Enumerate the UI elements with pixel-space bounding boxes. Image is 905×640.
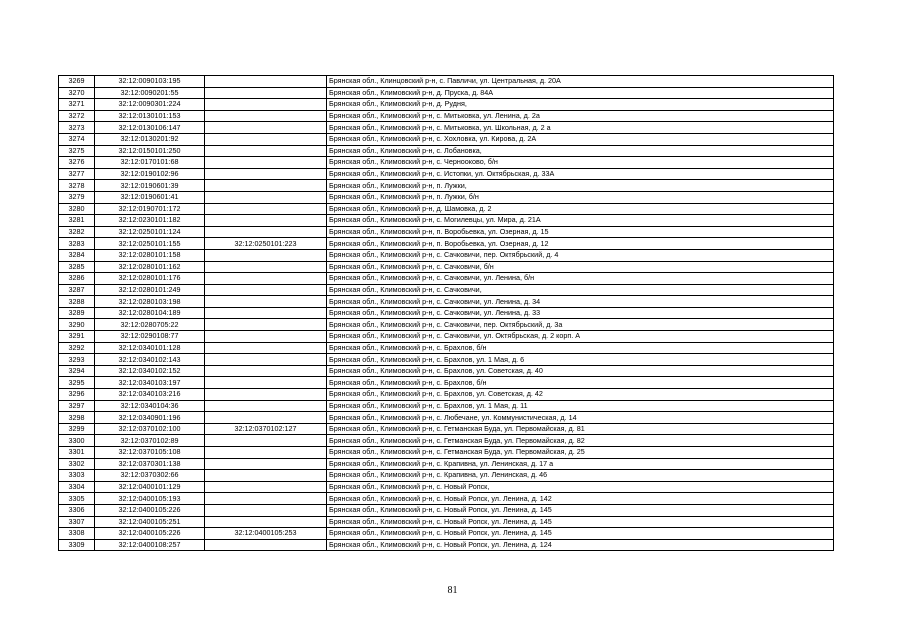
cadastral-number-cell: 32:12:0130106:147 [95, 122, 205, 134]
page-number: 81 [447, 585, 458, 596]
registry-table-body [59, 76, 834, 551]
address-cell: Брянская обл., Климовский р-н, с. Митьковка, ул. Школьная, д. 2 а [327, 122, 834, 134]
row-number-cell: 3282 [59, 226, 95, 238]
previous-cadastral-number-cell [205, 470, 327, 482]
cadastral-number-cell: 32:12:0230101:182 [95, 215, 205, 227]
address-cell: Брянская обл., Климовский р-н, с. Сачковичи, ул. Ленина, б/н [327, 273, 834, 285]
address-cell: Брянская обл., Климовский р-н, с. Гетманская Буда, ул. Первомайская, д. 82 [327, 435, 834, 447]
previous-cadastral-number-cell [205, 133, 327, 145]
cadastral-number-cell: 32:12:0190601:41 [95, 191, 205, 203]
previous-cadastral-number-cell [205, 226, 327, 238]
previous-cadastral-number-cell [205, 377, 327, 389]
table-row [59, 203, 834, 215]
address-cell: Брянская обл., Климовский р-н, с. Новый Ропск, ул. Ленина, д. 145 [327, 516, 834, 528]
table-row [59, 215, 834, 227]
cadastral-number-cell: 32:12:0150101:250 [95, 145, 205, 157]
row-number-cell: 3300 [59, 435, 95, 447]
cadastral-number-cell: 32:12:0340102:143 [95, 354, 205, 366]
row-number-cell: 3285 [59, 261, 95, 273]
previous-cadastral-number-cell [205, 99, 327, 111]
table-row [59, 423, 834, 435]
row-number-cell: 3280 [59, 203, 95, 215]
cadastral-number-cell: 32:12:0340103:197 [95, 377, 205, 389]
address-cell: Брянская обл., Климовский р-н, д. Рудня, [327, 99, 834, 111]
table-row [59, 365, 834, 377]
cadastral-number-cell: 32:12:0370102:89 [95, 435, 205, 447]
table-row [59, 389, 834, 401]
address-cell: Брянская обл., Климовский р-н, с. Брахлов, ул. 1 Мая, д. 11 [327, 400, 834, 412]
previous-cadastral-number-cell [205, 504, 327, 516]
cadastral-number-cell: 32:12:0280101:249 [95, 284, 205, 296]
table-row [59, 168, 834, 180]
previous-cadastral-number-cell [205, 354, 327, 366]
previous-cadastral-number-cell [205, 365, 327, 377]
cadastral-number-cell: 32:12:0090201:55 [95, 87, 205, 99]
table-row [59, 447, 834, 459]
previous-cadastral-number-cell [205, 319, 327, 331]
address-cell: Брянская обл., Климовский р-н, с. Брахлов, б/н [327, 342, 834, 354]
table-row [59, 342, 834, 354]
address-cell: Брянская обл., Климовский р-н, с. Сачковичи, б/н [327, 261, 834, 273]
previous-cadastral-number-cell [205, 157, 327, 169]
cadastral-number-cell: 32:12:0370301:138 [95, 458, 205, 470]
table-row [59, 412, 834, 424]
row-number-cell: 3270 [59, 87, 95, 99]
row-number-cell: 3301 [59, 447, 95, 459]
address-cell: Брянская обл., Климовский р-н, с. Новый Ропск, ул. Ленина, д. 124 [327, 539, 834, 551]
cadastral-number-cell: 32:12:0400105:251 [95, 516, 205, 528]
previous-cadastral-number-cell [205, 539, 327, 551]
cadastral-number-cell: 32:12:0290108:77 [95, 331, 205, 343]
cadastral-number-cell: 32:12:0190701:172 [95, 203, 205, 215]
previous-cadastral-number-cell [205, 389, 327, 401]
previous-cadastral-number-cell [205, 284, 327, 296]
row-number-cell: 3294 [59, 365, 95, 377]
table-row [59, 273, 834, 285]
address-cell: Брянская обл., Климовский р-н, с. Новый Ропск, ул. Ленина, д. 145 [327, 528, 834, 540]
address-cell: Брянская обл., Климовский р-н, с. Могилевцы, ул. Мира, д. 21А [327, 215, 834, 227]
previous-cadastral-number-cell [205, 447, 327, 459]
address-cell: Брянская обл., Климовский р-н, с. Сачковичи, пер. Октябрьский, д. 4 [327, 249, 834, 261]
row-number-cell: 3297 [59, 400, 95, 412]
row-number-cell: 3303 [59, 470, 95, 482]
table-row [59, 261, 834, 273]
cadastral-number-cell: 32:12:0280101:176 [95, 273, 205, 285]
previous-cadastral-number-cell [205, 307, 327, 319]
previous-cadastral-number-cell [205, 168, 327, 180]
row-number-cell: 3284 [59, 249, 95, 261]
row-number-cell: 3276 [59, 157, 95, 169]
address-cell: Брянская обл., Климовский р-н, с. Новый Ропск, [327, 481, 834, 493]
cadastral-number-cell: 32:12:0190601:39 [95, 180, 205, 192]
previous-cadastral-number-cell [205, 400, 327, 412]
row-number-cell: 3298 [59, 412, 95, 424]
address-cell: Брянская обл., Климовский р-н, п. Лужки, б/н [327, 191, 834, 203]
row-number-cell: 3302 [59, 458, 95, 470]
row-number-cell: 3278 [59, 180, 95, 192]
cadastral-number-cell: 32:12:0370102:100 [95, 423, 205, 435]
table-row [59, 296, 834, 308]
table-row [59, 528, 834, 540]
previous-cadastral-number-cell [205, 76, 327, 88]
address-cell: Брянская обл., Климовский р-н, п. Лужки, [327, 180, 834, 192]
previous-cadastral-number-cell [205, 342, 327, 354]
previous-cadastral-number-cell [205, 261, 327, 273]
row-number-cell: 3272 [59, 110, 95, 122]
address-cell: Брянская обл., Климовский р-н, д. Пруска, д. 84А [327, 87, 834, 99]
table-row [59, 516, 834, 528]
table-row [59, 226, 834, 238]
row-number-cell: 3295 [59, 377, 95, 389]
row-number-cell: 3277 [59, 168, 95, 180]
cadastral-number-cell: 32:12:0280101:162 [95, 261, 205, 273]
row-number-cell: 3288 [59, 296, 95, 308]
table-row [59, 470, 834, 482]
address-cell: Брянская обл., Климовский р-н, с. Сачковичи, [327, 284, 834, 296]
row-number-cell: 3290 [59, 319, 95, 331]
previous-cadastral-number-cell [205, 203, 327, 215]
address-cell: Брянская обл., Климовский р-н, с. Хохловка, ул. Кирова, д. 2А [327, 133, 834, 145]
table-row [59, 481, 834, 493]
cadastral-number-cell: 32:12:0340102:152 [95, 365, 205, 377]
row-number-cell: 3296 [59, 389, 95, 401]
row-number-cell: 3275 [59, 145, 95, 157]
address-cell: Брянская обл., Климовский р-н, с. Брахлов, ул. Советская, д. 42 [327, 389, 834, 401]
address-cell: Брянская обл., Климовский р-н, с. Сачковичи, пер. Октябрьский, д. 3а [327, 319, 834, 331]
row-number-cell: 3309 [59, 539, 95, 551]
previous-cadastral-number-cell [205, 249, 327, 261]
row-number-cell: 3291 [59, 331, 95, 343]
table-row [59, 354, 834, 366]
previous-cadastral-number-cell [205, 435, 327, 447]
table-row [59, 400, 834, 412]
cadastral-number-cell: 32:12:0250101:124 [95, 226, 205, 238]
table-row [59, 180, 834, 192]
table-row [59, 284, 834, 296]
address-cell: Брянская обл., Климовский р-н, с. Лобановка, [327, 145, 834, 157]
row-number-cell: 3306 [59, 504, 95, 516]
table-row [59, 493, 834, 505]
previous-cadastral-number-cell [205, 516, 327, 528]
cadastral-number-cell: 32:12:0400105:226 [95, 504, 205, 516]
row-number-cell: 3292 [59, 342, 95, 354]
address-cell: Брянская обл., Климовский р-н, с. Сачковичи, ул. Ленина, д. 33 [327, 307, 834, 319]
cadastral-number-cell: 32:12:0280104:189 [95, 307, 205, 319]
row-number-cell: 3289 [59, 307, 95, 319]
address-cell: Брянская обл., Климовский р-н, с. Митьковка, ул. Ленина, д. 2а [327, 110, 834, 122]
address-cell: Брянская обл., Климовский р-н, п. Воробьевка, ул. Озерная, д. 12 [327, 238, 834, 250]
address-cell: Брянская обл., Климовский р-н, с. Новый Ропск, ул. Ленина, д. 142 [327, 493, 834, 505]
cadastral-number-cell: 32:12:0280103:198 [95, 296, 205, 308]
previous-cadastral-number-cell [205, 481, 327, 493]
registry-table [58, 75, 834, 551]
address-cell: Брянская обл., Климовский р-н, с. Брахлов, б/н [327, 377, 834, 389]
cadastral-number-cell: 32:12:0170101:68 [95, 157, 205, 169]
cadastral-number-cell: 32:12:0280705:22 [95, 319, 205, 331]
previous-cadastral-number-cell [205, 145, 327, 157]
row-number-cell: 3286 [59, 273, 95, 285]
table-row [59, 319, 834, 331]
cadastral-number-cell: 32:12:0340101:128 [95, 342, 205, 354]
previous-cadastral-number-cell [205, 412, 327, 424]
table-row [59, 110, 834, 122]
previous-cadastral-number-cell [205, 87, 327, 99]
cadastral-number-cell: 32:12:0400105:226 [95, 528, 205, 540]
address-cell: Брянская обл., Климовский р-н, с. Чернооково, б/н [327, 157, 834, 169]
previous-cadastral-number-cell [205, 215, 327, 227]
table-row [59, 99, 834, 111]
table-row [59, 76, 834, 88]
row-number-cell: 3308 [59, 528, 95, 540]
address-cell: Брянская обл., Климовский р-н, с. Сачковичи, ул. Октябрьская, д. 2 корп. А [327, 331, 834, 343]
previous-cadastral-number-cell [205, 110, 327, 122]
table-row [59, 145, 834, 157]
cadastral-number-cell: 32:12:0340104:36 [95, 400, 205, 412]
previous-cadastral-number-cell: 32:12:0400105:253 [205, 528, 327, 540]
address-cell: Брянская обл., Климовский р-н, п. Воробьевка, ул. Озерная, д. 15 [327, 226, 834, 238]
row-number-cell: 3293 [59, 354, 95, 366]
cadastral-number-cell: 32:12:0190102:96 [95, 168, 205, 180]
cadastral-number-cell: 32:12:0280101:158 [95, 249, 205, 261]
cadastral-number-cell: 32:12:0340901:196 [95, 412, 205, 424]
row-number-cell: 3307 [59, 516, 95, 528]
table-row [59, 307, 834, 319]
table-row [59, 238, 834, 250]
table-row [59, 539, 834, 551]
address-cell: Брянская обл., Климовский р-н, с. Любечане, ул. Коммунистическая, д. 14 [327, 412, 834, 424]
cadastral-number-cell: 32:12:0400105:193 [95, 493, 205, 505]
address-cell: Брянская обл., Климовский р-н, д. Шамовка, д. 2 [327, 203, 834, 215]
row-number-cell: 3299 [59, 423, 95, 435]
previous-cadastral-number-cell [205, 493, 327, 505]
row-number-cell: 3273 [59, 122, 95, 134]
row-number-cell: 3305 [59, 493, 95, 505]
address-cell: Брянская обл., Климовский р-н, с. Новый Ропск, ул. Ленина, д. 145 [327, 504, 834, 516]
table-row [59, 249, 834, 261]
address-cell: Брянская обл., Климовский р-н, с. Крапивна, ул. Ленинская, д. 46 [327, 470, 834, 482]
previous-cadastral-number-cell: 32:12:0370102:127 [205, 423, 327, 435]
address-cell: Брянская обл., Климовский р-н, с. Истопки, ул. Октябрьская, д. 33А [327, 168, 834, 180]
address-cell: Брянская обл., Климовский р-н, с. Гетманская Буда, ул. Первомайская, д. 81 [327, 423, 834, 435]
previous-cadastral-number-cell [205, 458, 327, 470]
row-number-cell: 3283 [59, 238, 95, 250]
previous-cadastral-number-cell: 32:12:0250101:223 [205, 238, 327, 250]
table-row [59, 191, 834, 203]
table-row [59, 122, 834, 134]
table-row [59, 157, 834, 169]
cadastral-number-cell: 32:12:0090301:224 [95, 99, 205, 111]
table-row [59, 133, 834, 145]
address-cell: Брянская обл., Климовский р-н, с. Брахлов, ул. Советская, д. 40 [327, 365, 834, 377]
address-cell: Брянская обл., Клинцовский р-н, с. Павличи, ул. Центральная, д. 20А [327, 76, 834, 88]
row-number-cell: 3287 [59, 284, 95, 296]
row-number-cell: 3304 [59, 481, 95, 493]
address-cell: Брянская обл., Климовский р-н, с. Крапивна, ул. Ленинская, д. 17 а [327, 458, 834, 470]
table-row [59, 87, 834, 99]
address-cell: Брянская обл., Климовский р-н, с. Гетманская Буда, ул. Первомайская, д. 25 [327, 447, 834, 459]
cadastral-number-cell: 32:12:0130101:153 [95, 110, 205, 122]
cadastral-number-cell: 32:12:0400108:257 [95, 539, 205, 551]
cadastral-number-cell: 32:12:0130201:92 [95, 133, 205, 145]
row-number-cell: 3274 [59, 133, 95, 145]
previous-cadastral-number-cell [205, 122, 327, 134]
cadastral-number-cell: 32:12:0090103:195 [95, 76, 205, 88]
cadastral-number-cell: 32:12:0340103:216 [95, 389, 205, 401]
row-number-cell: 3269 [59, 76, 95, 88]
previous-cadastral-number-cell [205, 180, 327, 192]
table-row [59, 377, 834, 389]
cadastral-number-cell: 32:12:0370105:108 [95, 447, 205, 459]
previous-cadastral-number-cell [205, 191, 327, 203]
table-row [59, 331, 834, 343]
previous-cadastral-number-cell [205, 296, 327, 308]
cadastral-number-cell: 32:12:0250101:155 [95, 238, 205, 250]
row-number-cell: 3279 [59, 191, 95, 203]
previous-cadastral-number-cell [205, 273, 327, 285]
row-number-cell: 3281 [59, 215, 95, 227]
cadastral-number-cell: 32:12:0400101:129 [95, 481, 205, 493]
table-row [59, 458, 834, 470]
address-cell: Брянская обл., Климовский р-н, с. Брахлов, ул. 1 Мая, д. 6 [327, 354, 834, 366]
table-row [59, 435, 834, 447]
previous-cadastral-number-cell [205, 331, 327, 343]
cadastral-number-cell: 32:12:0370302:66 [95, 470, 205, 482]
table-row [59, 504, 834, 516]
row-number-cell: 3271 [59, 99, 95, 111]
address-cell: Брянская обл., Климовский р-н, с. Сачковичи, ул. Ленина, д. 34 [327, 296, 834, 308]
